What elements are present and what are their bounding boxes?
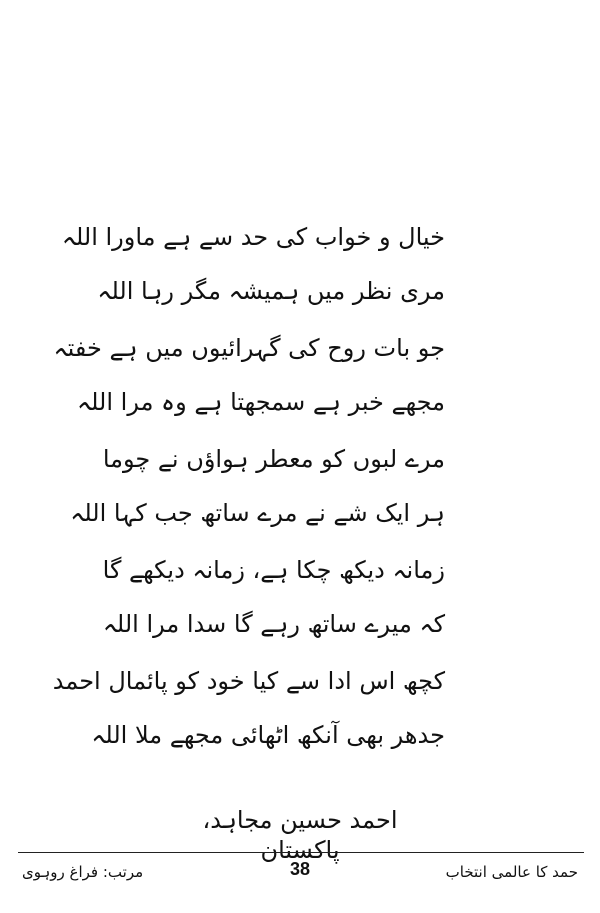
- verse: کچھ اس ادا سے کیا خود کو پائمال احمد: [52, 667, 445, 695]
- couplet: [61, 222, 445, 306]
- page-number: 38: [289, 859, 311, 879]
- poet-name: احمد حسین مجاہد، پاکستان: [202, 806, 398, 864]
- couplet: [70, 444, 445, 528]
- poem: [52, 222, 445, 777]
- verse: زمانہ دیکھ چکا ہے، زمانہ دیکھے گا: [102, 556, 445, 584]
- footer-divider: [18, 852, 584, 853]
- footer-book-title: حمد کا عالمی انتخاب: [445, 863, 578, 881]
- verse: ہر ایک شے نے مرے ساتھ جب کہا اللہ: [70, 499, 445, 527]
- couplet: [52, 666, 445, 750]
- verse: خیال و خواب کی حد سے ہے ماورا اللہ: [61, 223, 445, 251]
- verse: جدھر بھی آنکھ اٹھائی مجھے ملا اللہ: [91, 721, 445, 749]
- verse: مرے لبوں کو معطر ہواؤں نے چوما: [102, 445, 445, 473]
- verse: کہ میرے ساتھ رہے گا سدا مرا اللہ: [102, 610, 445, 638]
- footer-compiler: مرتب: فراغ روہوی: [22, 863, 144, 881]
- verse: جو بات روح کی گہرائیوں میں ہے خفتہ: [53, 334, 445, 362]
- verse: مری نظر میں ہمیشہ مگر رہا اللہ: [97, 277, 445, 305]
- couplet: [53, 333, 445, 417]
- couplet: [102, 555, 445, 639]
- verse: مجھے خبر ہے سمجھتا ہے وہ مرا اللہ: [77, 388, 445, 416]
